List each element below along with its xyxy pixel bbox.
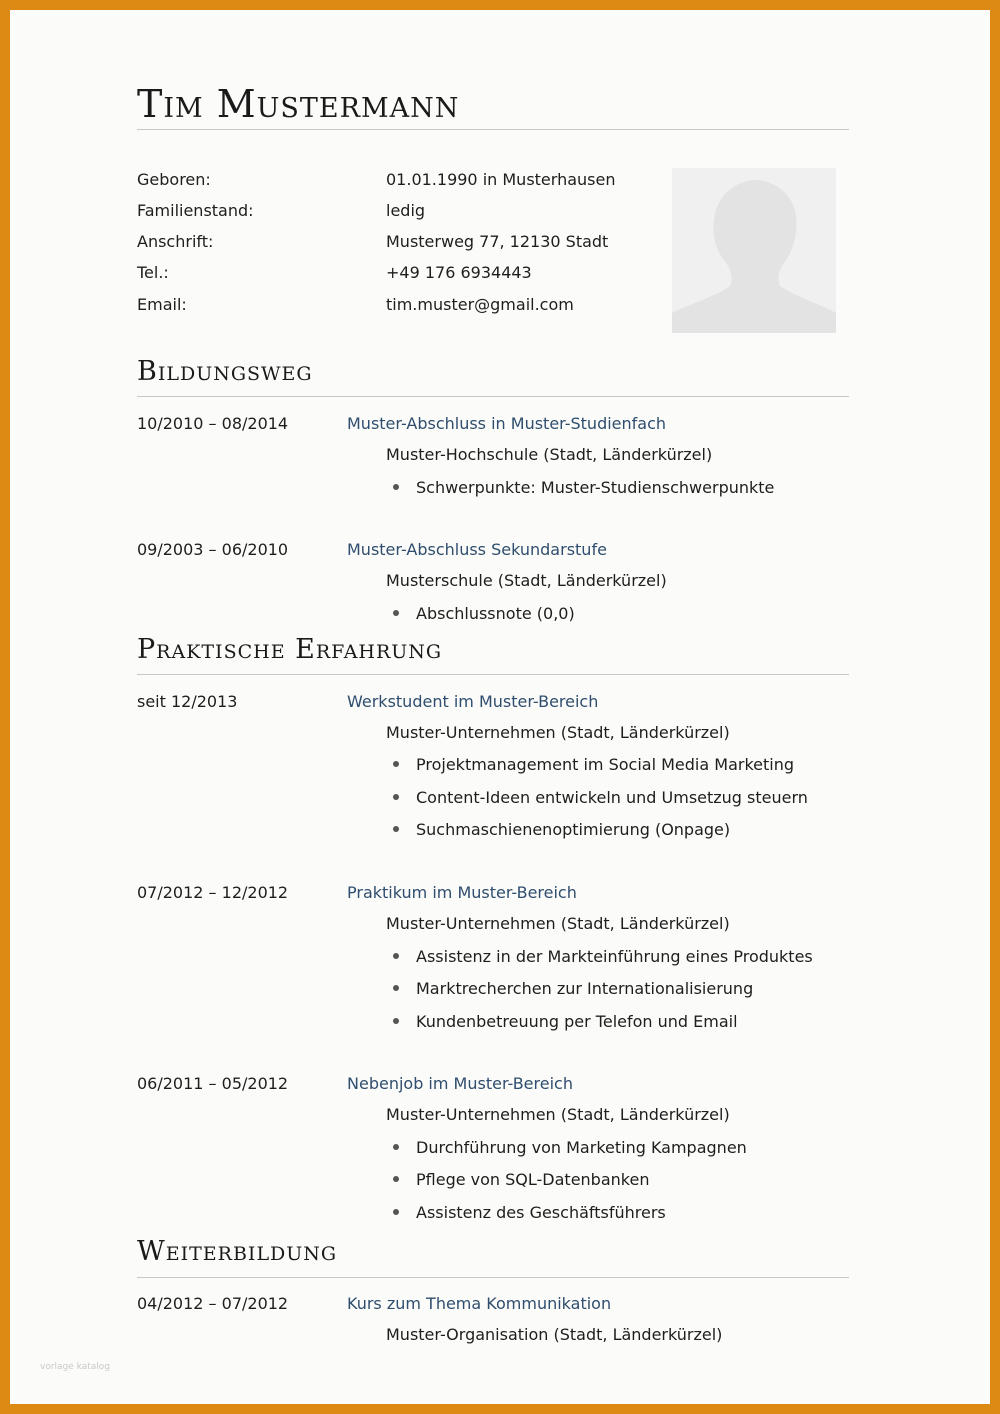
entry-date: 10/2010 – 08/2014 <box>137 414 289 433</box>
entry-bullet: Durchführung von Marketing Kampagnen <box>416 1138 747 1157</box>
entry-bullet: Marktrecherchen zur Internationalisierung <box>416 979 754 998</box>
label-geboren: Geboren: <box>137 170 211 189</box>
entry-organization: Musterschule (Stadt, Länderkürzel) <box>386 571 667 590</box>
bullet-icon <box>393 1176 399 1182</box>
section-divider <box>137 1277 849 1278</box>
section-title-bildungsweg: Bildungsweg <box>137 356 313 387</box>
entry-bullet: Pflege von SQL-Datenbanken <box>416 1170 650 1189</box>
bullet-icon <box>393 794 399 800</box>
cv-name: Tim Mustermann <box>137 82 460 126</box>
entry-date: 07/2012 – 12/2012 <box>137 883 289 902</box>
entry-bullet: Kundenbetreuung per Telefon und Email <box>416 1012 738 1031</box>
bullet-icon <box>393 1018 399 1024</box>
value-email: tim.muster@gmail.com <box>386 295 574 314</box>
entry-bullet: Assistenz des Geschäftsführers <box>416 1203 666 1222</box>
label-tel: Tel.: <box>137 263 169 282</box>
profile-photo <box>672 168 836 333</box>
entry-title: Muster-Abschluss Sekundarstufe <box>347 540 607 559</box>
watermark: vorlage katalog <box>40 1362 110 1372</box>
section-title-erfahrung: Praktische Erfahrung <box>137 634 443 665</box>
person-silhouette-icon <box>672 168 836 333</box>
entry-title: Kurs zum Thema Kommunikation <box>347 1294 612 1313</box>
entry-title: Nebenjob im Muster-Bereich <box>347 1074 573 1093</box>
section-divider <box>137 674 849 675</box>
bullet-icon <box>393 985 399 991</box>
bullet-icon <box>393 761 399 767</box>
entry-bullet: Schwerpunkte: Muster-Studienschwerpunkte <box>416 478 775 497</box>
section-title-weiterbildung: Weiterbildung <box>137 1236 338 1267</box>
label-familienstand: Familienstand: <box>137 201 254 220</box>
entry-bullet: Projektmanagement im Social Media Marketing <box>416 755 794 774</box>
entry-organization: Muster-Unternehmen (Stadt, Länderkürzel) <box>386 914 730 933</box>
section-divider <box>137 396 849 397</box>
bullet-icon <box>393 1209 399 1215</box>
entry-organization: Muster-Organisation (Stadt, Länderkürzel) <box>386 1325 723 1344</box>
value-tel: +49 176 6934443 <box>386 263 532 282</box>
bullet-icon <box>393 826 399 832</box>
entry-bullet: Suchmaschienenoptimierung (Onpage) <box>416 820 731 839</box>
entry-organization: Muster-Unternehmen (Stadt, Länderkürzel) <box>386 723 730 742</box>
entry-date: 09/2003 – 06/2010 <box>137 540 289 559</box>
bullet-icon <box>393 610 399 616</box>
entry-date: seit 12/2013 <box>137 692 238 711</box>
entry-title: Werkstudent im Muster-Bereich <box>347 692 599 711</box>
entry-bullet: Assistenz in der Markteinführung eines Produktes <box>416 947 813 966</box>
bullet-icon <box>393 484 399 490</box>
label-email: Email: <box>137 295 187 314</box>
entry-organization: Muster-Hochschule (Stadt, Länderkürzel) <box>386 445 713 464</box>
value-anschrift: Musterweg 77, 12130 Stadt <box>386 232 609 251</box>
value-familienstand: ledig <box>386 201 426 220</box>
entry-title: Praktikum im Muster-Bereich <box>347 883 577 902</box>
entry-date: 04/2012 – 07/2012 <box>137 1294 289 1313</box>
value-geboren: 01.01.1990 in Musterhausen <box>386 170 616 189</box>
entry-title: Muster-Abschluss in Muster-Studienfach <box>347 414 667 433</box>
entry-organization: Muster-Unternehmen (Stadt, Länderkürzel) <box>386 1105 730 1124</box>
entry-bullet: Abschlussnote (0,0) <box>416 604 575 623</box>
bullet-icon <box>393 953 399 959</box>
name-divider <box>137 129 849 130</box>
label-anschrift: Anschrift: <box>137 232 214 251</box>
entry-bullet: Content-Ideen entwickeln und Umsetzug steuern <box>416 788 808 807</box>
bullet-icon <box>393 1144 399 1150</box>
cv-page <box>10 10 990 1404</box>
entry-date: 06/2011 – 05/2012 <box>137 1074 289 1093</box>
